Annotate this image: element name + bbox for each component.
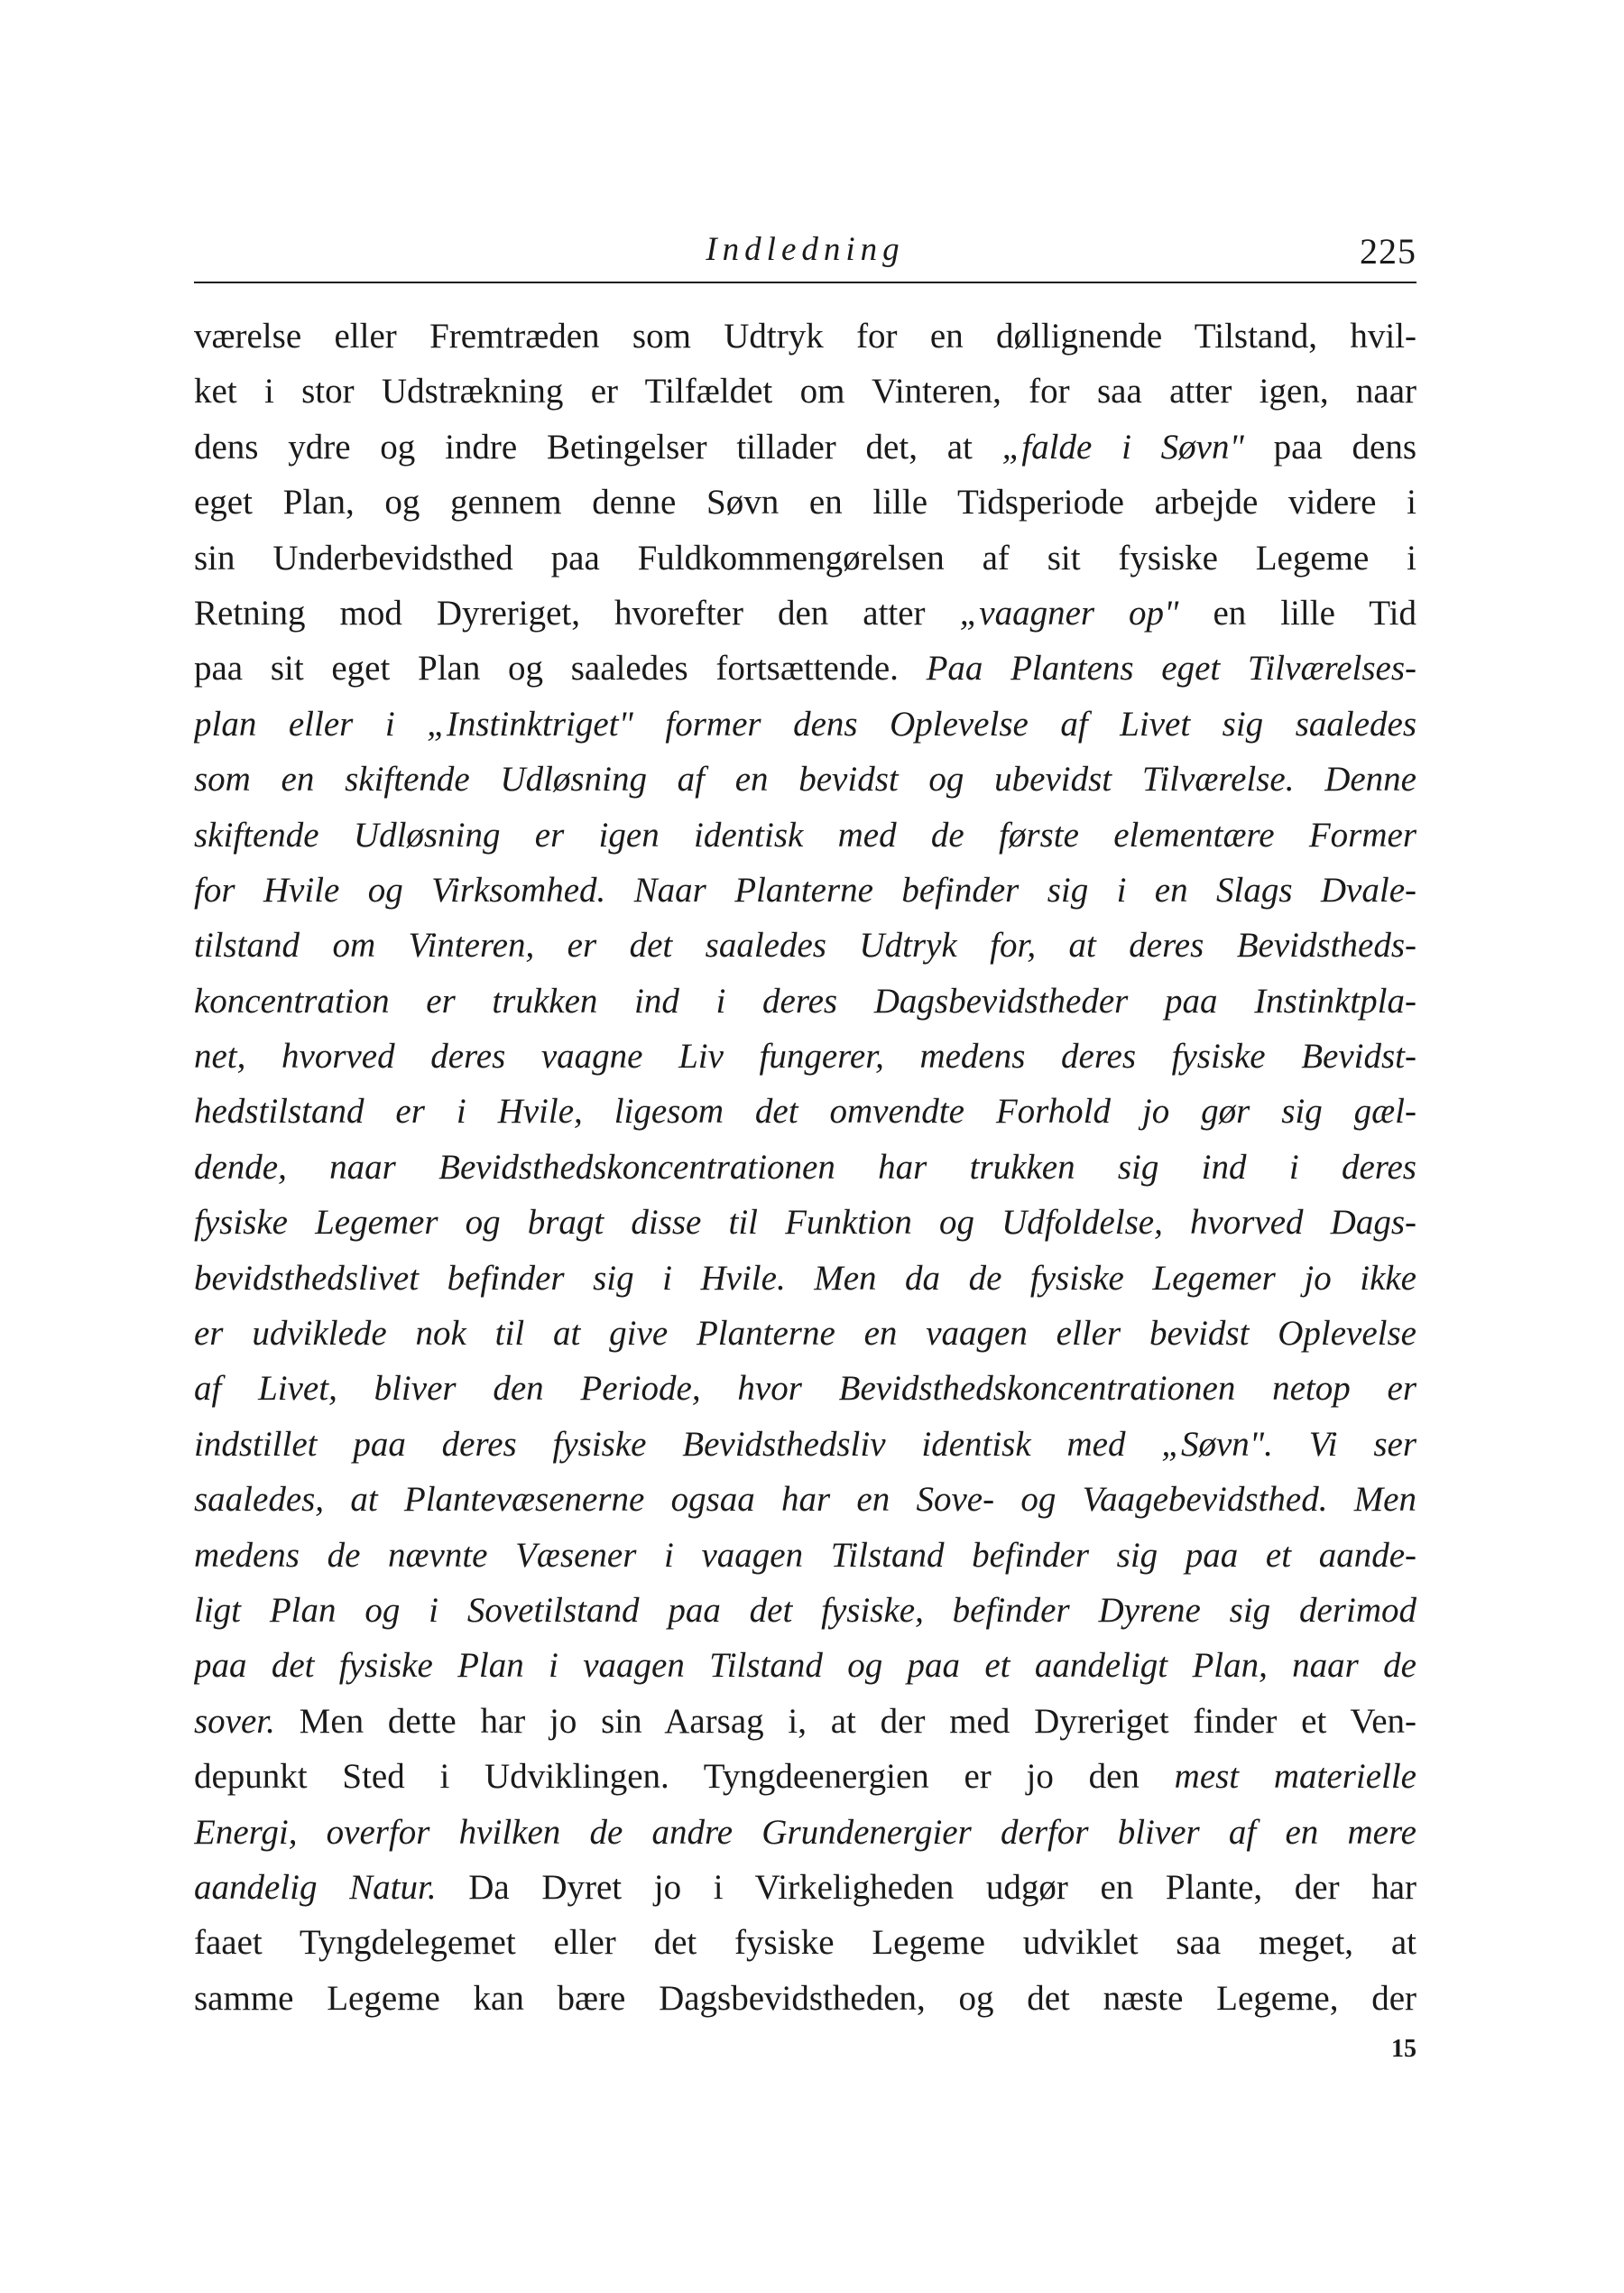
roman-text: en lille Tid: [1178, 593, 1416, 633]
roman-text: sin Underbevidsthed paa Fuldkommengørelsen af sit fysiske Legeme i: [194, 538, 1416, 578]
roman-text: ket i stor Udstrækning er Tilfældet om Vinteren, for saa atter igen, naar: [194, 372, 1416, 411]
italic-text: „falde i Søvn": [1001, 427, 1244, 467]
italic-text: plan eller i „Instinktriget" former dens Oplevelse af Livet sig saaledes: [194, 704, 1416, 744]
roman-text: paa sit eget Plan og saaledes fortsættende.: [194, 649, 927, 689]
text-line: [194, 1029, 1416, 1084]
text-line: [194, 531, 1416, 586]
italic-text: tilstand om Vinteren, er det saaledes Udtryk for, at deres Bevidstheds-: [194, 926, 1416, 966]
italic-text: mest materielle: [1174, 1757, 1416, 1797]
roman-text: Da Dyret jo i Virkeligheden udgør en Plante, der har: [436, 1867, 1416, 1907]
page-number: 225: [1360, 231, 1416, 272]
italic-text: saaledes, at Plantevæsenerne ogsaa har en Sove- og Vaagebevidsthed. Men: [194, 1480, 1416, 1520]
text-line: [194, 1528, 1416, 1583]
italic-text: for Hvile og Virksomhed. Naar Planterne befinder sig i en Slags Dvale-: [194, 870, 1416, 910]
italic-text: koncentration er trukken ind i deres Dagsbevidstheder paa Instinktpla-: [194, 981, 1416, 1021]
italic-text: aandelig Natur.: [194, 1867, 437, 1907]
italic-text: fysiske Legemer og bragt disse til Funktion og Udfoldelse, hvorved Dags-: [194, 1203, 1416, 1243]
running-head: [194, 230, 1416, 284]
text-line: [194, 1583, 1416, 1638]
text-line: [194, 863, 1416, 918]
text-line: [194, 1915, 1416, 1970]
text-line: [194, 641, 1416, 696]
text-line: [194, 752, 1416, 807]
text-line: [194, 1805, 1416, 1860]
text-line: [194, 1971, 1416, 2026]
roman-text: paa dens: [1243, 427, 1416, 467]
roman-text: eget Plan, og gennem denne Søvn en lille Tidsperiode arbejde videre i: [194, 483, 1416, 522]
italic-text: medens de nævnte Væsener i vaagen Tilstand befinder sig paa et aande-: [194, 1535, 1416, 1575]
text-line: [194, 1749, 1416, 1804]
italic-text: sover.: [194, 1701, 275, 1741]
italic-text: paa det fysiske Plan i vaagen Tilstand og paa et aandeligt Plan, naar de: [194, 1646, 1416, 1686]
text-line: [194, 1694, 1416, 1749]
roman-text: faaet Tyngdelegemet eller det fysiske Legeme udviklet saa meget, at: [194, 1923, 1416, 1963]
text-line: [194, 420, 1416, 475]
text-line: [194, 1361, 1416, 1416]
running-title: Indledning: [706, 231, 905, 268]
text-line: [194, 974, 1416, 1029]
roman-text: Retning mod Dyreriget, hvorefter den atter: [194, 593, 960, 633]
roman-text: dens ydre og indre Betingelser tillader det, at: [194, 427, 1002, 467]
text-line: [194, 1195, 1416, 1250]
text-line: [194, 586, 1416, 641]
roman-text: Men dette har jo sin Aarsag i, at der med Dyreriget finder et Ven-: [274, 1701, 1416, 1741]
signature-mark: 15: [1391, 2035, 1416, 2063]
italic-text: er udviklede nok til at give Planterne en vaagen eller bevidst Oplevelse: [194, 1314, 1416, 1354]
text-line: [194, 918, 1416, 973]
text-line: [194, 1140, 1416, 1195]
italic-text: dende, naar Bevidsthedskoncentrationen har trukken sig ind i deres: [194, 1147, 1416, 1187]
italic-text: Paa Plantens eget Tilværelses-: [926, 649, 1416, 689]
italic-text: af Livet, bliver den Periode, hvor Bevidsthedskoncentrationen netop er: [194, 1369, 1416, 1409]
roman-text: samme Legeme kan bære Dagsbevidstheden, og det næste Legeme, der: [194, 1978, 1416, 2018]
italic-text: ligt Plan og i Sovetilstand paa det fysiske, befinder Dyrene sig derimod: [194, 1590, 1416, 1630]
italic-text: skiftende Udløsning er igen identisk med de første elementære Former: [194, 815, 1416, 855]
italic-text: „vaagner op": [959, 593, 1179, 633]
roman-text: depunkt Sted i Udviklingen. Tyngdeenergien er jo den: [194, 1757, 1175, 1797]
text-line: [194, 309, 1416, 364]
italic-text: som en skiftende Udløsning af en bevidst og ubevidst Tilværelse. Denne: [194, 760, 1416, 800]
italic-text: hedstilstand er i Hvile, ligesom det omvendte Forhold jo gør sig gæl-: [194, 1092, 1416, 1132]
text-line: [194, 1251, 1416, 1306]
text-line: [194, 1084, 1416, 1139]
text-line: [194, 1472, 1416, 1527]
italic-text: bevidsthedslivet befinder sig i Hvile. Men da de fysiske Legemer jo ikke: [194, 1258, 1416, 1298]
roman-text: værelse eller Fremtræden som Udtryk for en døllignende Tilstand, hvil-: [194, 317, 1416, 356]
text-line: [194, 1638, 1416, 1693]
text-line: [194, 1417, 1416, 1472]
text-line: [194, 808, 1416, 863]
italic-text: indstillet paa deres fysiske Bevidsthedsliv identisk med „Søvn". Vi ser: [194, 1424, 1416, 1464]
body-text: [194, 309, 1416, 2026]
text-line: [194, 364, 1416, 419]
header-rule: [194, 282, 1416, 283]
text-line: [194, 1306, 1416, 1361]
italic-text: net, hvorved deres vaagne Liv fungerer, medens deres fysiske Bevidst-: [194, 1037, 1416, 1077]
text-line: [194, 475, 1416, 530]
italic-text: Energi, overfor hvilken de andre Grundenergier derfor bliver af en mere: [194, 1812, 1416, 1852]
text-line: [194, 1860, 1416, 1915]
text-line: [194, 697, 1416, 752]
